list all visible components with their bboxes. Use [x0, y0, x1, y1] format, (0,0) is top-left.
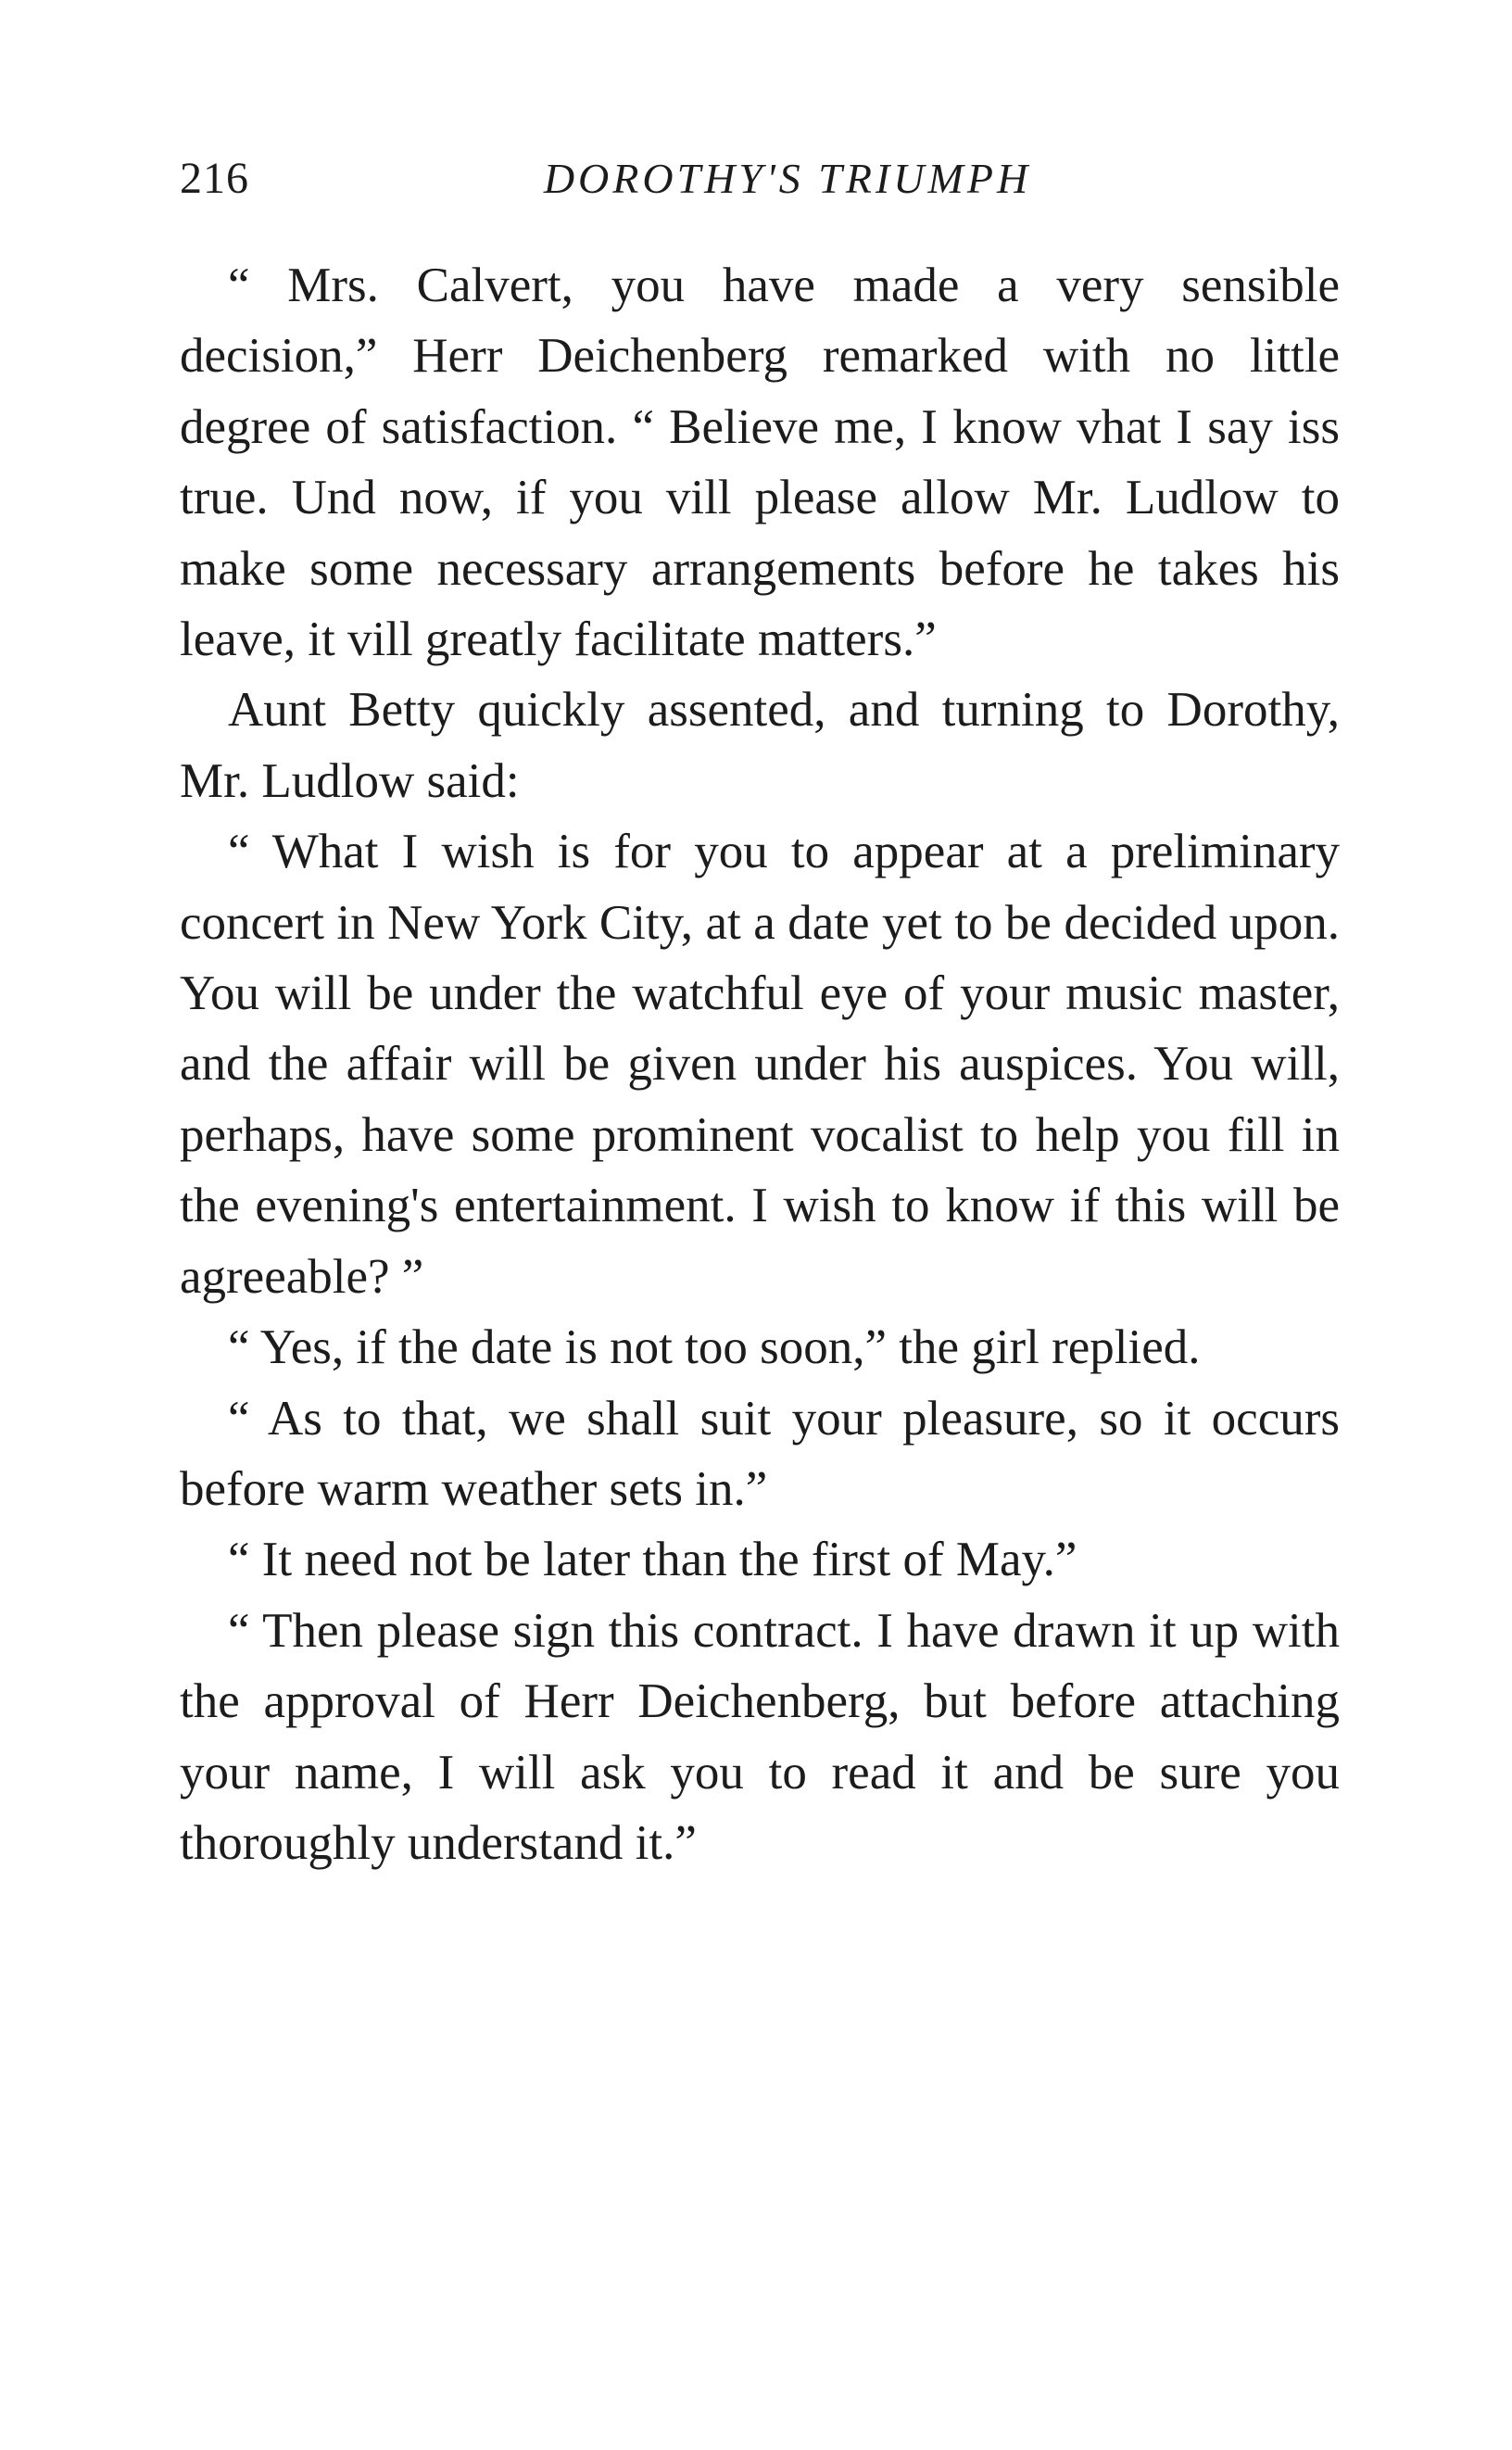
- paragraph: Aunt Betty quickly assented, and turning to Dorothy, Mr. Ludlow said:: [180, 683, 1340, 808]
- page-header: [180, 146, 1340, 211]
- page-number: 216: [180, 154, 249, 203]
- paragraph: “ Then please sign this contract. I have drawn it up with the approval of Herr Deichenberg, but before attaching your name, I will ask you to read it and be sure you thoroughly understand it.”: [180, 1603, 1340, 1870]
- body-text: [180, 250, 1340, 1878]
- running-title: DOROTHY'S TRIUMPH: [543, 155, 1032, 202]
- paragraph: “ It need not be later than the first of May.”: [228, 1533, 1077, 1587]
- paragraph: “ Mrs. Calvert, you have made a very sensible decision,” Herr Deichenberg remarked with no little degree of satisfaction. “ Believe me, I know vhat I say iss true. Und now, if you vill please allow Mr. Ludlow to make some necessary arrangements before he takes his leave, it vill greatly facilitate matters.”: [180, 259, 1340, 667]
- paragraph: “ As to that, we shall suit your pleasure, so it occurs before warm weather sets in.”: [180, 1391, 1340, 1516]
- paragraph: “ Yes, if the date is not too soon,” the girl replied.: [228, 1320, 1201, 1375]
- paragraph: “ What I wish is for you to appear at a preliminary concert in New York City, at a date yet to be decided upon. You will be under the watchful eye of your music master, and the affair will be given under his auspices. You will, perhaps, have some prominent vocalist to help you fill in the evening's entertainment. I wish to know if this will be agreeable? ”: [180, 825, 1340, 1304]
